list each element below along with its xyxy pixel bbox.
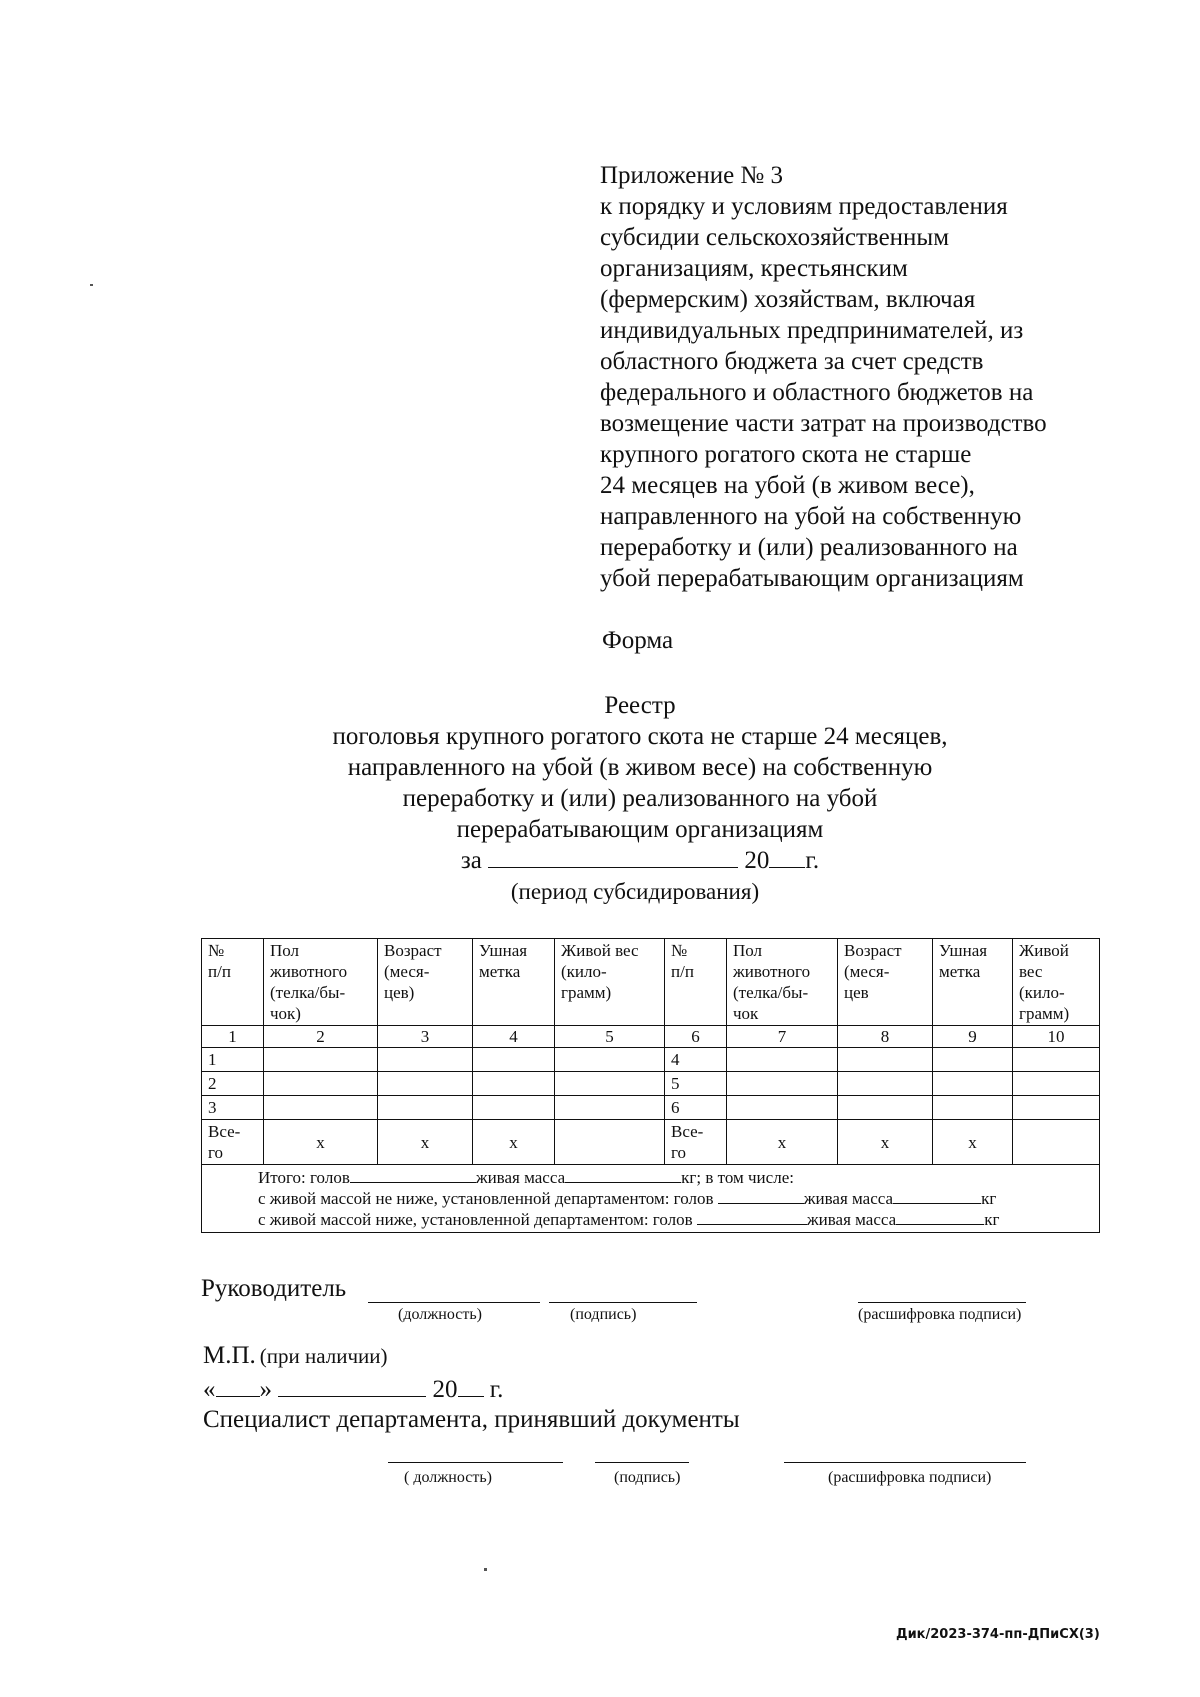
mass-total-field[interactable] bbox=[565, 1167, 681, 1183]
table-cell[interactable] bbox=[1013, 1048, 1100, 1072]
date-year-field[interactable] bbox=[458, 1374, 484, 1397]
appendix-line: 24 месяцев на убой (в живом весе), bbox=[600, 472, 975, 499]
register-title bbox=[240, 690, 1040, 907]
table-cell[interactable] bbox=[933, 1072, 1013, 1096]
appendix-line: федерального и областного бюджетов на bbox=[600, 379, 1034, 406]
header-cell: Ушная метка bbox=[473, 939, 555, 1026]
table-cell[interactable] bbox=[264, 1048, 378, 1072]
table-row bbox=[202, 1048, 1100, 1072]
table-cell: x bbox=[378, 1120, 473, 1165]
table-cell[interactable] bbox=[555, 1120, 665, 1165]
table-cell: x bbox=[727, 1120, 838, 1165]
table-cell[interactable] bbox=[838, 1048, 933, 1072]
table-cell: 5 bbox=[665, 1072, 727, 1096]
title-line: поголовья крупного рогатого скота не старше 24 месяцев, bbox=[332, 723, 948, 750]
table-cell[interactable] bbox=[1013, 1120, 1100, 1165]
table-cell[interactable] bbox=[264, 1096, 378, 1120]
summary-row bbox=[202, 1165, 1100, 1233]
caption-signature: (подпись) bbox=[570, 1306, 637, 1323]
appendix-line: крупного рогатого скота не старше bbox=[600, 441, 972, 468]
period-suffix: г. bbox=[805, 847, 820, 874]
table-header-row bbox=[202, 939, 1100, 1026]
appendix-line: убой перерабатывающим организациям bbox=[600, 565, 1024, 592]
total-row bbox=[202, 1120, 1100, 1165]
table-cell: x bbox=[473, 1120, 555, 1165]
period-prefix: за bbox=[460, 847, 482, 874]
title-line: переработку и (или) реализованного на убой bbox=[402, 785, 878, 812]
table-cell[interactable] bbox=[473, 1096, 555, 1120]
mass-below-field[interactable] bbox=[896, 1209, 984, 1225]
table-cell[interactable] bbox=[933, 1096, 1013, 1120]
table-row bbox=[202, 1096, 1100, 1120]
column-number: 6 bbox=[665, 1026, 727, 1048]
stamp-label: М.П. bbox=[203, 1342, 256, 1369]
title-line: направленного на убой (в живом весе) на собственную bbox=[347, 754, 933, 781]
appendix-line: Приложение № 3 bbox=[600, 162, 784, 189]
table-cell: x bbox=[838, 1120, 933, 1165]
summary-cell bbox=[202, 1165, 1100, 1233]
table-cell[interactable] bbox=[838, 1072, 933, 1096]
table-cell[interactable] bbox=[727, 1048, 838, 1072]
table-cell: 4 bbox=[665, 1048, 727, 1072]
header-cell: Живой вес (кило- грамм) bbox=[1013, 939, 1100, 1026]
table-cell[interactable] bbox=[378, 1072, 473, 1096]
header-cell: Пол животного (телка/бы- чок bbox=[727, 939, 838, 1026]
title-line: перерабатывающим организациям bbox=[456, 816, 824, 843]
table-cell[interactable] bbox=[1013, 1072, 1100, 1096]
table-cell: 6 bbox=[665, 1096, 727, 1120]
appendix-line: субсидии сельскохозяйственным bbox=[600, 224, 950, 251]
table-cell[interactable] bbox=[378, 1048, 473, 1072]
table-cell[interactable] bbox=[473, 1072, 555, 1096]
period-line bbox=[240, 845, 1040, 876]
caption-decoding: (расшифровка подписи) bbox=[858, 1306, 1022, 1323]
appendix-line: направленного на убой на собственную bbox=[600, 503, 1022, 530]
caption-position: (должность) bbox=[398, 1306, 482, 1323]
date-line: « » 20 г. bbox=[203, 1376, 504, 1403]
head-label: Руководитель bbox=[201, 1275, 347, 1302]
column-number: 10 bbox=[1013, 1026, 1100, 1048]
header-cell: Ушная метка bbox=[933, 939, 1013, 1026]
summary-line: Итого: голов живая масса кг; в том числе: bbox=[258, 1168, 794, 1187]
period-year: 20 bbox=[744, 847, 770, 874]
title-line: Реестр bbox=[604, 692, 676, 719]
appendix-line: индивидуальных предпринимателей, из bbox=[600, 317, 1024, 344]
scan-speck bbox=[90, 284, 93, 286]
appendix-line: к порядку и условиям предоставления bbox=[600, 193, 1008, 220]
table-cell[interactable] bbox=[838, 1096, 933, 1120]
table-cell[interactable] bbox=[933, 1048, 1013, 1072]
table-cell[interactable] bbox=[264, 1072, 378, 1096]
caption-position: ( должность) bbox=[404, 1469, 492, 1486]
specialist-decoding-line[interactable] bbox=[784, 1462, 1026, 1463]
table-row bbox=[202, 1072, 1100, 1096]
total-label: Все- го bbox=[665, 1120, 727, 1165]
header-cell: Живой вес (кило- грамм) bbox=[555, 939, 665, 1026]
table-cell[interactable] bbox=[555, 1048, 665, 1072]
table-cell[interactable] bbox=[555, 1072, 665, 1096]
summary-line: с живой массой не ниже, установленной департаментом: голов живая масса кг bbox=[258, 1189, 997, 1208]
specialist-signature-line[interactable] bbox=[595, 1462, 689, 1463]
heads-total-field[interactable] bbox=[350, 1167, 476, 1183]
appendix-header bbox=[600, 160, 1120, 594]
stamp-line bbox=[203, 1342, 388, 1370]
appendix-line: возмещение части затрат на производство bbox=[600, 410, 1047, 437]
column-number: 8 bbox=[838, 1026, 933, 1048]
stamp-note: (при наличии) bbox=[259, 1344, 388, 1368]
column-number: 2 bbox=[264, 1026, 378, 1048]
period-year-field[interactable] bbox=[769, 845, 805, 868]
header-cell: № п/п bbox=[665, 939, 727, 1026]
header-cell: Возраст (меся- цев) bbox=[378, 939, 473, 1026]
table-cell: x bbox=[933, 1120, 1013, 1165]
scan-speck bbox=[484, 1568, 487, 1571]
column-number: 5 bbox=[555, 1026, 665, 1048]
column-number: 9 bbox=[933, 1026, 1013, 1048]
head-position-line[interactable] bbox=[368, 1302, 540, 1303]
appendix-line: областного бюджета за счет средств bbox=[600, 348, 984, 375]
head-decoding-line[interactable] bbox=[858, 1302, 1026, 1303]
period-field[interactable] bbox=[488, 845, 738, 868]
table-cell: 2 bbox=[202, 1072, 264, 1096]
column-number: 7 bbox=[727, 1026, 838, 1048]
column-number: 1 bbox=[202, 1026, 264, 1048]
table-cell[interactable] bbox=[727, 1096, 838, 1120]
table-cell[interactable] bbox=[1013, 1096, 1100, 1120]
appendix-line: переработку и (или) реализованного на bbox=[600, 534, 1018, 561]
appendix-line: организациям, крестьянским bbox=[600, 255, 908, 282]
header-cell: Возраст (меся- цев bbox=[838, 939, 933, 1026]
form-label: Форма bbox=[602, 627, 674, 654]
header-cell: Пол животного (телка/бы- чок) bbox=[264, 939, 378, 1026]
table-cell[interactable] bbox=[473, 1048, 555, 1072]
column-number: 4 bbox=[473, 1026, 555, 1048]
table-cell[interactable] bbox=[555, 1096, 665, 1120]
period-caption: (период субсидирования) bbox=[510, 879, 760, 904]
total-label: Все- го bbox=[202, 1120, 264, 1165]
header-cell: № п/п bbox=[202, 939, 264, 1026]
table-cell: 3 bbox=[202, 1096, 264, 1120]
date-month-field[interactable] bbox=[278, 1374, 426, 1397]
summary-line: с живой массой ниже, установленной департаментом: голов живая масса кг bbox=[258, 1210, 1000, 1229]
table-cell[interactable] bbox=[727, 1072, 838, 1096]
specialist-label: Специалист департамента, принявший документы bbox=[203, 1406, 740, 1433]
register-table bbox=[201, 938, 1100, 1233]
table-cell: 1 bbox=[202, 1048, 264, 1072]
column-number-row bbox=[202, 1026, 1100, 1048]
appendix-line: (фермерским) хозяйствам, включая bbox=[600, 286, 976, 313]
heads-below-field[interactable] bbox=[697, 1209, 807, 1225]
heads-above-field[interactable] bbox=[718, 1188, 804, 1204]
date-day-field[interactable] bbox=[216, 1374, 260, 1397]
column-number: 3 bbox=[378, 1026, 473, 1048]
table-cell[interactable] bbox=[378, 1096, 473, 1120]
table-cell: x bbox=[264, 1120, 378, 1165]
head-signature-line[interactable] bbox=[549, 1302, 697, 1303]
document-code: Дик/2023-374-пп-ДПиСХ(3) bbox=[896, 1627, 1100, 1642]
specialist-position-line[interactable] bbox=[388, 1462, 563, 1463]
caption-signature: (подпись) bbox=[614, 1469, 681, 1486]
mass-above-field[interactable] bbox=[893, 1188, 981, 1204]
caption-decoding: (расшифровка подписи) bbox=[828, 1469, 992, 1486]
